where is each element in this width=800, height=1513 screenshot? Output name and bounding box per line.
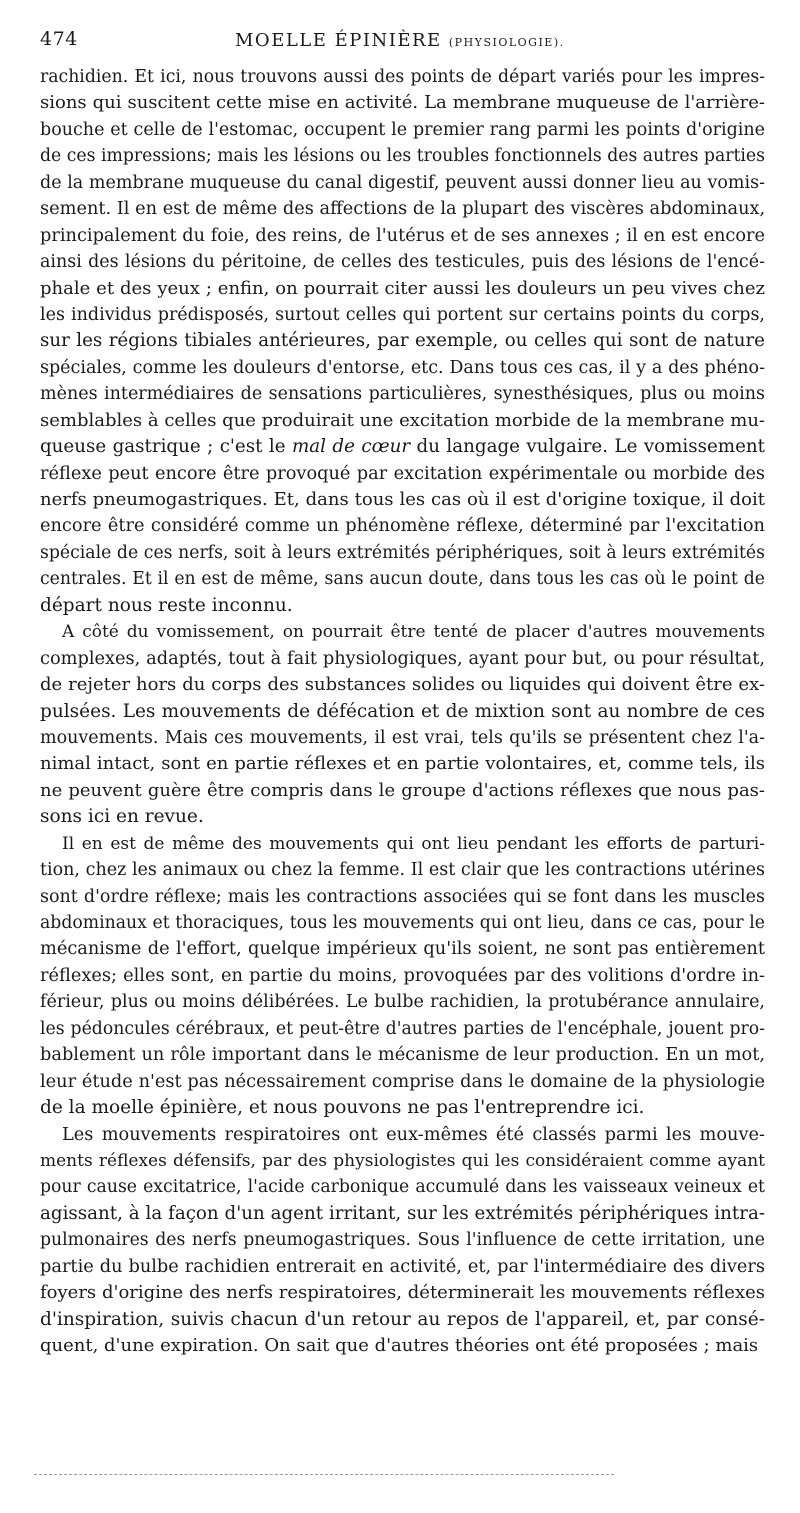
text-line: de rejeter hors du corps des substances solides ou liquides qui doivent être ex- [40, 674, 765, 696]
running-title [235, 30, 565, 51]
text-line: sur les régions tibiales antérieures, par exemple, ou celles qui sont de nature [40, 330, 765, 352]
text-line: de la membrane muqueuse du canal digestif, peuvent aussi donner lieu au vomis- [40, 172, 765, 193]
body-text [40, 64, 765, 1359]
text-line: centrales. Et il en est de même, sans aucun doute, dans tous les cas où le point de [40, 569, 765, 590]
paragraph [40, 831, 765, 1122]
text-line: sement. Il en est de même des affections de la plupart des viscères abdominaux, [40, 199, 765, 220]
text-line: queuse gastrique ; c'est le mal de cœur du langage vulgaire. Le vomissement [40, 436, 765, 458]
text-line: leur étude n'est pas nécessairement comprise dans le domaine de la physiologie [40, 1071, 765, 1092]
running-title-main: MOELLE ÉPINIÈRE [235, 30, 442, 51]
text-line: pulsées. Les mouvements de défécation et de mixtion sont au nombre de ces [40, 700, 765, 722]
text-line: quent, d'une expiration. On sait que d'autres théories ont été proposées ; mais [40, 1335, 759, 1356]
text-line: départ nous reste inconnu. [40, 594, 293, 616]
text-line: réflexe peut encore être provoqué par excitation expérimentale ou morbide des [40, 463, 765, 484]
text-line: spéciale de ces nerfs, soit à leurs extrémités périphériques, soit à leurs extrémités [40, 542, 765, 563]
text-line: mouvements. Mais ces mouvements, il est vrai, tels qu'ils se présentent chez l'a- [40, 727, 765, 748]
text-line: phale et des yeux ; enfin, on pourrait citer aussi les douleurs un peu vives chez [40, 277, 765, 299]
text-line: Les mouvements respiratoires ont eux-mêmes été classés parmi les mouve- [62, 1124, 765, 1145]
text-line: de ces impressions; mais les lésions ou les troubles fonctionnels des autres parties [40, 146, 765, 167]
text-line: Il en est de même des mouvements qui ont lieu pendant les efforts de parturi- [62, 833, 765, 854]
text-line: nerfs pneumogastriques. Et, dans tous les cas où il est d'origine toxique, il doit [40, 489, 765, 510]
text-line: abdominaux et thoraciques, tous les mouvements qui ont lieu, dans ce cas, pour le [40, 913, 765, 933]
text-line: pour cause excitatrice, l'acide carbonique accumulé dans les vaisseaux veineux et [40, 1177, 765, 1198]
text-line: réflexes; elles sont, en partie du moins, provoquées par des volitions d'ordre in- [40, 965, 765, 986]
paragraph [40, 619, 765, 831]
text-line: A côté du vomissement, on pourrait être tenté de placer d'autres mouvements [62, 622, 765, 643]
text-line: nimal intact, sont en partie réflexes et en partie volontaires, et, comme tels, ils [40, 753, 765, 775]
text-line: ainsi des lésions du péritoine, de celles des testicules, puis des lésions de l'encé- [40, 252, 765, 273]
text-line: foyers d'origine des nerfs respiratoires, déterminerait les mouvements réflexes [40, 1282, 765, 1304]
text-line: de la moelle épinière, et nous pouvons ne pas l'entreprendre ici. [40, 1097, 645, 1119]
text-line: semblables à celles que produirait une excitation morbide de la membrane mu- [40, 409, 765, 431]
text-line: rachidien. Et ici, nous trouvons aussi des points de départ variés pour les impres- [40, 67, 765, 87]
page-number: 474 [40, 28, 78, 50]
text-line: les pédoncules cérébraux, et peut-être d'autres parties de l'encéphale, jouent pro- [40, 1018, 765, 1039]
text-line: pulmonaires des nerfs pneumogastriques. Sous l'influence de cette irritation, une [40, 1230, 765, 1251]
text-line: d'inspiration, suivis chacun d'un retour au repos de l'appareil, et, par consé- [40, 1308, 765, 1330]
text-line: férieur, plus ou moins délibérées. Le bulbe rachidien, la protubérance annulaire, [40, 992, 765, 1013]
text-line: complexes, adaptés, tout à fait physiologiques, ayant pour but, ou pour résultat, [40, 648, 765, 669]
text-line: ments réflexes défensifs, par des physiologistes qui les considéraient comme ayant [40, 1150, 765, 1171]
footer-rule [34, 1474, 614, 1475]
text-line: encore être considéré comme un phénomène réflexe, déterminé par l'excitation [40, 516, 765, 537]
paragraph [40, 1122, 765, 1360]
paragraph [40, 64, 765, 619]
text-line: spéciales, comme les douleurs d'entorse, etc. Dans tous ces cas, il y a des phéno- [40, 357, 765, 378]
text-line: partie du bulbe rachidien entrerait en activité, et, par l'intermédiaire des divers [40, 1256, 765, 1277]
text-line: ne peuvent guère être compris dans le groupe d'actions réflexes que nous pas- [40, 779, 765, 801]
text-line: les individus prédisposés, surtout celles qui portent sur certains points du corps, [40, 304, 765, 325]
text-line: sont d'ordre réflexe; mais les contractions associées qui se font dans les muscles [40, 886, 765, 907]
text-line: bablement un rôle important dans le mécanisme de leur production. En un mot, [40, 1045, 765, 1066]
text-line: mécanisme de l'effort, quelque impérieux qu'ils soient, ne sont pas entièrement [40, 939, 765, 960]
text-line: mènes intermédiaires de sensations particulières, synesthésiques, plus ou moins [40, 384, 765, 405]
text-line: agissant, à la façon d'un agent irritant, sur les extrémités périphériques intra- [40, 1202, 765, 1224]
text-line: principalement du foie, des reins, de l'utérus et de ses annexes ; il en est encore [40, 225, 765, 246]
running-title-subtitle: (PHYSIOLOGIE). [448, 36, 565, 49]
running-head [40, 22, 765, 56]
text-line: bouche et celle de l'estomac, occupent le premier rang parmi les points d'origine [40, 119, 765, 140]
italic-phrase: mal de cœur [291, 436, 411, 458]
text-line: tion, chez les animaux ou chez la femme. Il est clair que les contractions utérines [40, 860, 765, 881]
text-line: sions qui suscitent cette mise en activité. La membrane muqueuse de l'arrière- [40, 92, 765, 114]
text-line: sons ici en revue. [40, 806, 204, 828]
